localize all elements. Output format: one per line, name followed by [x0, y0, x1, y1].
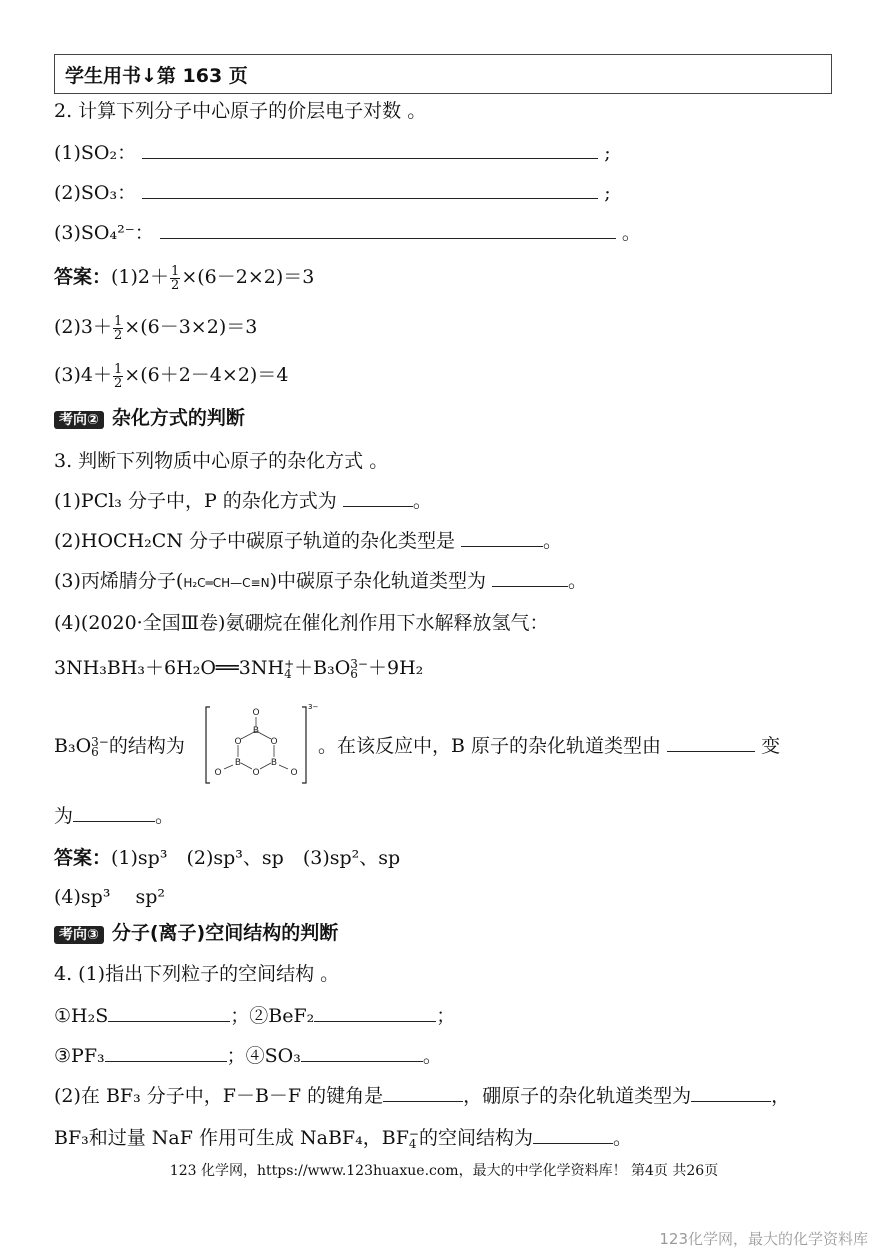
q3-item-1-text: (1)PCl₃ 分子中，P 的杂化方式为: [54, 490, 337, 512]
q2-item-2-end: ;: [604, 182, 611, 204]
fraction: $\frac{1}{2}$: [171, 263, 180, 293]
q4-row-1: [54, 1003, 455, 1029]
eq-part: 3NH₃BH₃＋6H₂O══3NH: [54, 657, 285, 679]
section-title: 分子(离子)空间结构的判断: [111, 922, 339, 944]
structure-cont-text: 为: [54, 805, 74, 827]
q4-part-2a: [54, 1083, 790, 1109]
atom-o: O: [234, 737, 242, 747]
q2-item-1-label: (1)SO₂：: [54, 142, 137, 164]
q2-item-1: [54, 140, 611, 166]
q2-answer-3: [54, 362, 288, 390]
q3-item-3-text: (3)丙烯腈分子(: [54, 570, 184, 592]
atom-o: O: [252, 768, 260, 778]
species-label: ③PF₃: [54, 1045, 105, 1067]
answer-blank[interactable]: [73, 803, 155, 822]
fraction: $\frac{1}{2}$: [114, 313, 123, 343]
q4-stem: 4. (1)指出下列粒子的空间结构 。: [54, 963, 340, 985]
answer-text: (1)sp³ (2)sp³、sp (3)sp²、sp: [111, 847, 401, 869]
book-reference-box: [54, 54, 832, 94]
q4-row-2: [54, 1043, 442, 1069]
q3-item-2-text: (2)HOCH₂CN 分子中碳原子轨道的杂化类型是: [54, 530, 455, 552]
answer-blank[interactable]: [667, 733, 755, 752]
answer-blank[interactable]: [301, 1043, 423, 1062]
answer-blank[interactable]: [314, 1003, 436, 1022]
answer-text: ×(6－2×2)＝3: [181, 266, 315, 288]
answer-blank[interactable]: [343, 488, 413, 507]
punct: ；: [436, 1005, 456, 1027]
answer-blank[interactable]: [105, 1043, 227, 1062]
answer-blank[interactable]: [142, 140, 598, 159]
answer-blank[interactable]: [108, 1003, 230, 1022]
answer-blank[interactable]: [383, 1083, 463, 1102]
punct: 。: [422, 1045, 442, 1067]
q4-text: (2)在 BF₃ 分子中，F－B－F 的键角是: [54, 1085, 384, 1107]
ion-charge: 3− 6: [91, 735, 109, 759]
answer-text: (1)2＋: [111, 266, 170, 288]
q4-part-2b: [54, 1125, 632, 1151]
structure-question-text: 。在该反应中，B 原子的杂化轨道类型由: [318, 735, 662, 757]
acrylonitrile-formula: H₂C═CH—C≡N: [183, 576, 270, 590]
q2-item-3-label: (3)SO₄²⁻：: [54, 222, 154, 244]
q4-text: 的空间结构为: [418, 1127, 533, 1149]
ion-charge: + 4: [284, 657, 295, 681]
atom-o: O: [214, 768, 222, 778]
answer-blank[interactable]: [160, 220, 616, 239]
species-label: ④SO₃: [245, 1045, 301, 1067]
structure-charge: 3−: [308, 703, 319, 711]
punct: 。: [412, 490, 432, 512]
q4-text: ，硼原子的杂化轨道类型为: [463, 1085, 692, 1107]
punct: 。: [155, 805, 175, 827]
answer-blank[interactable]: [142, 180, 598, 199]
punct: 。: [543, 530, 563, 552]
atom-b: B: [270, 758, 278, 768]
q2-item-2: [54, 180, 611, 206]
atom-b: B: [234, 758, 242, 768]
q3-item-2: [54, 528, 562, 554]
structure-question: [318, 733, 780, 759]
section-tag: 考向②: [54, 411, 104, 429]
q3-item-4: (4)(2020·全国Ⅲ卷)氨硼烷在催化剂作用下水解释放氢气：: [54, 612, 549, 634]
answer-text: (3)4＋: [54, 364, 113, 386]
book-reference: 学生用书↓第 163 页: [65, 65, 248, 87]
punct: ；: [226, 1045, 246, 1067]
eq-part: ＋B₃O: [294, 657, 351, 679]
page-footer: 123 化学网，https://www.123huaxue.com，最大的中学化学资料库！ 第4页 共26页: [169, 1163, 719, 1179]
answer-text: (2)3＋: [54, 316, 113, 338]
ion-charge: 3− 6: [350, 657, 368, 681]
fraction: $\frac{1}{2}$: [114, 361, 123, 391]
q2-stem: 2. 计算下列分子中心原子的价层电子对数 。: [54, 100, 427, 122]
watermark: 123化学网，最大的化学资料库: [659, 1230, 868, 1248]
atom-o: O: [252, 708, 260, 718]
atom-o: O: [290, 768, 298, 778]
q3-answer-2: (4)sp³ sp²: [54, 886, 166, 908]
structure-label: [54, 733, 185, 759]
section-heading-2: [54, 405, 245, 431]
reaction-equation: [54, 655, 423, 681]
ion-charge: − 4: [408, 1127, 419, 1151]
ion-formula: B₃O: [54, 735, 92, 757]
answer-blank[interactable]: [492, 568, 568, 587]
q3-answer-1: [54, 845, 400, 871]
punct: ；: [230, 1005, 250, 1027]
species-label: ②BeF₂: [249, 1005, 315, 1027]
q3-item-3: [54, 568, 587, 596]
answer-label: 答案：: [54, 847, 112, 869]
structure-question-cont: [54, 803, 174, 829]
punct: 。: [612, 1127, 632, 1149]
atom-b: B: [252, 726, 260, 736]
answer-blank[interactable]: [461, 528, 543, 547]
q2-item-1-end: ;: [604, 142, 611, 164]
q3-stem: 3. 判断下列物质中心原子的杂化方式 。: [54, 450, 389, 472]
answer-blank[interactable]: [533, 1125, 613, 1144]
b3o6-ring-structure: [204, 703, 319, 787]
answer-text: ×(6－3×2)＝3: [124, 316, 258, 338]
section-title: 杂化方式的判断: [111, 407, 245, 429]
q3-item-3-text-2: )中碳原子杂化轨道类型为: [269, 570, 486, 592]
q3-item-1: [54, 488, 432, 514]
eq-part: ＋9H₂: [367, 657, 424, 679]
q2-answer-2: [54, 314, 257, 342]
section-tag: 考向③: [54, 926, 104, 944]
section-heading-3: [54, 920, 338, 946]
punct: ，: [771, 1085, 791, 1107]
species-label: ①H₂S: [54, 1005, 109, 1027]
answer-blank[interactable]: [691, 1083, 771, 1102]
answer-text: ×(6＋2－4×2)＝4: [124, 364, 289, 386]
q2-item-3-end: 。: [621, 222, 641, 244]
q2-item-3: [54, 220, 641, 246]
q2-item-2-label: (2)SO₃：: [54, 182, 137, 204]
punct: 。: [568, 570, 588, 592]
q4-text: BF₃和过量 NaF 作用可生成 NaBF₄，BF: [54, 1127, 409, 1149]
answer-label: 答案：: [54, 266, 112, 288]
q2-answer-1: [54, 264, 314, 292]
structure-intro: 的结构为: [108, 735, 185, 757]
atom-o: O: [270, 737, 278, 747]
structure-question-text-2: 变: [761, 735, 781, 757]
